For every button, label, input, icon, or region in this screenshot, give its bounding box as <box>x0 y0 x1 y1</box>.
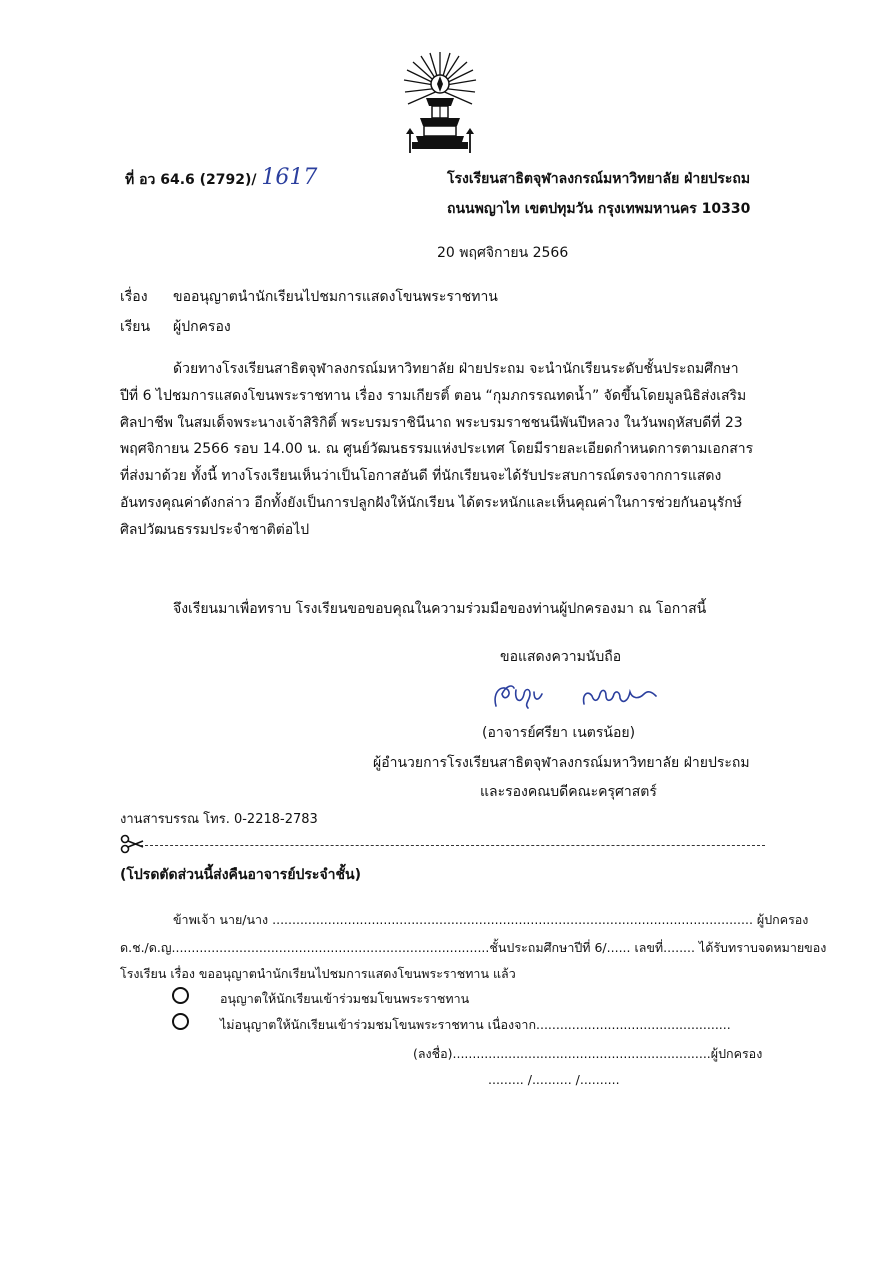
signature <box>488 680 678 712</box>
handwritten-number: 1617 <box>261 165 318 190</box>
salutation-text: ผู้ปกครอง <box>173 319 231 335</box>
salutation-label: เรียน <box>120 319 151 335</box>
school-address: ถนนพญาไท เขตปทุมวัน กรุงเทพมหานคร 10330 <box>447 201 751 217</box>
subject-label: เรื่อง <box>120 289 148 305</box>
reference-number: ที่ อว 64.6 (2792)/ 1617 <box>125 165 318 190</box>
subject-text: ขออนุญาตนำนักเรียนไปชมการแสดงโขนพระราชทาน <box>173 289 498 305</box>
cut-line <box>140 845 765 846</box>
signer-title-2: และรองคณบดีคณะครุศาสตร์ <box>480 784 657 800</box>
body-line: ปีที่ 6 ไปชมการแสดงโขนพระราชทาน เรื่อง รามเกียรติ์ ตอน “กุมภกรรณทดน้ำ” จัดขึ้นโดยมูลนิธิส่งเสริม <box>120 387 747 404</box>
letter-body <box>120 356 775 544</box>
slip-subject-line: โรงเรียน เรื่อง ขออนุญาตนำนักเรียนไปชมการแสดงโขนพระราชทาน แล้ว <box>120 966 516 981</box>
allow-option-label: อนุญาตให้นักเรียนเข้าร่วมชมโขนพระราชทาน <box>220 991 470 1006</box>
body-line: อันทรงคุณค่าดังกล่าว อีกทั้งยังเป็นการปลูกฝังให้นักเรียน ได้ตระหนักและเห็นคุณค่าในการช่วยกันอนุรักษ์ <box>120 494 742 511</box>
deny-option-label[interactable]: ไม่อนุญาตให้นักเรียนเข้าร่วมชมโขนพระราชทาน เนื่องจาก................................................. <box>220 1017 731 1032</box>
body-line: ศิลปวัฒนธรรมประจำชาติต่อไป <box>120 521 310 538</box>
reply-slip-heading: (โปรดตัดส่วนนี้ส่งคืนอาจารย์ประจำชั้น) <box>120 867 361 883</box>
school-emblem <box>402 50 478 155</box>
student-info-field[interactable]: ด.ช./ด.ญ................................................................................ชั้นประถมศึกษาปีที่ 6/...... เลขที่........ ได้รับทราบจดหมายของ <box>120 940 827 955</box>
signer-name: (อาจารย์ศรียา เนตรน้อย) <box>482 725 636 741</box>
body-line: ด้วยทางโรงเรียนสาธิตจุฬาลงกรณ์มหาวิทยาลัย ฝ่ายประถม จะนำนักเรียนระดับชั้นประถมศึกษา <box>173 361 739 377</box>
letter-date: 20 พฤศจิกายน 2566 <box>437 245 569 261</box>
deny-radio[interactable] <box>172 1013 189 1030</box>
body-line: ศิลปาชีพ ในสมเด็จพระนางเจ้าสิริกิติ์ พระบรมราชินีนาถ พระบรมราชชนนีพันปีหลวง ในวันพฤหัสบดีที่ 23 <box>120 414 743 431</box>
closing-paragraph: จึงเรียนมาเพื่อทราบ โรงเรียนขอขอบคุณในความร่วมมือของท่านผู้ปกครองมา ณ โอกาสนี้ <box>173 601 707 617</box>
allow-radio[interactable] <box>172 987 189 1004</box>
regards: ขอแสดงความนับถือ <box>500 649 622 665</box>
parent-signature-field[interactable]: (ลงชื่อ).................................................................ผู้ปกครอง <box>413 1046 763 1061</box>
parent-name-field[interactable]: ข้าพเจ้า นาย/นาง ......................................................................................................................... ผู้ปกครอง <box>173 912 809 927</box>
signer-title: ผู้อำนวยการโรงเรียนสาธิตจุฬาลงกรณ์มหาวิทยาลัย ฝ่ายประถม <box>373 755 750 771</box>
office-contact: งานสารบรรณ โทร. 0-2218-2783 <box>120 812 318 827</box>
scissors-icon <box>120 834 144 854</box>
body-line: พฤศจิกายน 2566 รอบ 14.00 น. ณ ศูนย์วัฒนธรรมแห่งประเทศ โดยมีรายละเอียดกำหนดการตามเอกสาร <box>120 441 754 458</box>
body-line: ที่ส่งมาด้วย ทั้งนี้ ทางโรงเรียนเห็นว่าเป็นโอกาสอันดี ที่นักเรียนจะได้รับประสบการณ์ตรงจากการแสดง <box>120 468 722 485</box>
slip-date-field[interactable]: ......... /.......... /.......... <box>488 1072 620 1087</box>
school-name: โรงเรียนสาธิตจุฬาลงกรณ์มหาวิทยาลัย ฝ่ายประถม <box>447 171 751 187</box>
